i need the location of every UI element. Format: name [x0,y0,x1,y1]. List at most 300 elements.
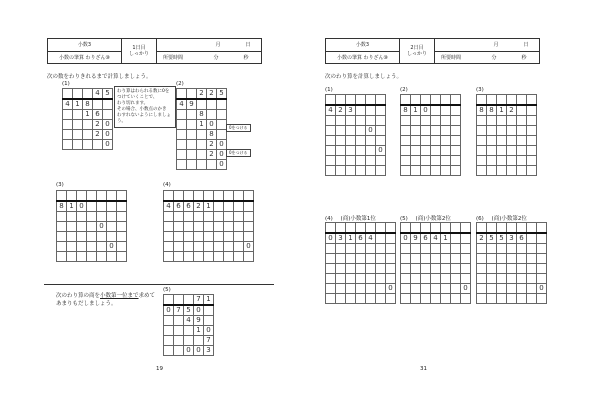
grid-cell [184,191,194,202]
grid-cell [431,116,441,126]
grid-cell: 9 [187,99,197,110]
grid-cell [174,336,184,346]
grid-cell [356,254,366,264]
grid-cell [497,146,507,156]
grid-cell [537,264,547,274]
grid-cell: 0 [207,120,217,130]
grid-cell: 0 [204,326,214,336]
grid-cell: 1 [204,295,214,306]
grid-cell [376,254,386,264]
problem-4-grid [325,222,396,304]
grid-cell [197,140,207,150]
grid-cell [73,120,83,130]
grid-cell [376,274,386,284]
grid-cell [57,212,67,222]
grid-cell [77,242,87,252]
grid-cell [346,223,356,234]
grid-cell [461,244,471,254]
grid-cell: 4 [93,89,103,100]
grid-cell: 2 [507,105,517,116]
grid-cell: 0 [386,284,396,294]
grid-cell [87,232,97,242]
grid-cell [386,223,396,234]
grid-cell [214,222,224,232]
grid-cell: 7 [174,305,184,316]
grid-cell [244,222,254,232]
grid-cell [461,254,471,264]
grid-cell [477,274,487,284]
grid-cell [177,120,187,130]
grid-cell [336,166,346,176]
grid-cell [187,150,197,160]
header-day [122,41,156,61]
grid-cell [67,232,77,242]
grid-cell [356,105,366,116]
grid-cell [326,166,336,176]
grid-cell [366,95,376,106]
grid-cell [194,242,204,252]
grid-cell [376,156,386,166]
grid-cell [411,126,421,136]
grid-cell [441,95,451,106]
grid-cell [527,244,537,254]
grid-cell [441,126,451,136]
grid-cell [336,116,346,126]
grid-cell [487,166,497,176]
grid-cell [477,146,487,156]
grid-cell [431,136,441,146]
grid-cell [477,254,487,264]
grid-cell [174,232,184,242]
grid-cell [187,140,197,150]
grid-cell: 0 [103,140,113,150]
grid-cell [431,156,441,166]
tag-add-zero-2: 0をつける [226,149,251,157]
grid-cell [117,212,127,222]
grid-cell [177,130,187,140]
grid-cell [441,156,451,166]
grid-cell [326,95,336,106]
grid-cell: 0 [217,160,227,170]
grid-cell [103,110,113,120]
grid-cell [336,136,346,146]
grid-cell [401,136,411,146]
grid-cell [451,105,461,116]
grid-cell: 6 [356,233,366,244]
grid-cell: 4 [431,233,441,244]
grid-cell [451,116,461,126]
grid-cell [174,212,184,222]
grid-cell: 8 [487,105,497,116]
grid-cell [527,126,537,136]
grid-cell [244,252,254,262]
grid-cell [244,201,254,212]
grid-cell [441,116,451,126]
grid-cell [164,222,174,232]
grid-cell: 5 [184,305,194,316]
grid-cell [376,284,386,294]
grid-cell [537,233,547,244]
problem-2-grid [176,88,227,170]
grid-cell [97,242,107,252]
grid-cell [326,284,336,294]
grid-cell [517,105,527,116]
grid-cell: 0 [376,146,386,156]
right-page [300,0,600,400]
problem-3-label: (3) [476,87,484,93]
grid-cell [411,274,421,284]
grid-cell [507,95,517,106]
grid-cell [451,126,461,136]
grid-cell [497,166,507,176]
grid-cell [517,156,527,166]
problem-5-label: (5) [163,287,171,293]
right-header-table [325,38,540,64]
problem-2-grid [400,94,461,176]
grid-cell [487,146,497,156]
grid-cell: 0 [244,242,254,252]
grid-cell [356,146,366,156]
grid-cell [451,244,461,254]
grid-cell [107,252,117,262]
grid-cell [527,274,537,284]
problem-6-label [476,214,527,222]
grid-cell [67,252,77,262]
grid-cell [97,252,107,262]
grid-cell [401,95,411,106]
grid-cell [411,244,421,254]
grid-cell [187,160,197,170]
grid-cell [507,136,517,146]
grid-cell [356,126,366,136]
grid-cell [346,136,356,146]
header-subject: 小数3 [355,42,370,48]
grid-cell: 7 [204,336,214,346]
grid-cell: 8 [57,201,67,212]
grid-cell: 2 [207,140,217,150]
grid-cell [376,116,386,126]
grid-cell [107,191,117,202]
grid-cell [376,244,386,254]
grid-cell [421,116,431,126]
grid-cell [234,222,244,232]
grid-cell [204,222,214,232]
grid-cell: 0 [421,105,431,116]
header-month: 月 [493,42,499,48]
grid-cell [73,89,83,100]
grid-cell [487,136,497,146]
grid-cell [451,156,461,166]
grid-cell [401,254,411,264]
grid-cell [477,294,487,304]
grid-cell [356,274,366,284]
grid-cell [87,212,97,222]
grid-cell [187,130,197,140]
grid-cell [537,294,547,304]
grid-cell [451,294,461,304]
grid-cell [214,242,224,252]
grid-cell [117,242,127,252]
grid-cell [336,95,346,106]
note-text-b: 求めて [138,293,156,299]
instruction: 次の数をわりきれるまで計算しましょう。 [47,74,152,80]
grid-cell [97,232,107,242]
header-day [400,41,434,61]
grid-cell [487,126,497,136]
grid-cell [217,120,227,130]
grid-cell [214,252,224,262]
header-month: 月 [215,42,221,48]
grid-cell [401,294,411,304]
grid-cell [366,264,376,274]
grid-cell [386,274,396,284]
header-date: 日 [245,42,251,48]
problem-3-label: (3) [56,182,64,188]
grid-cell [326,136,336,146]
grid-cell [401,223,411,234]
grid-cell: 1 [441,233,451,244]
grid-cell [421,156,431,166]
grid-cell [497,254,507,264]
grid-cell [244,212,254,222]
grid-cell [174,295,184,306]
grid-cell [451,264,461,274]
grid-cell [411,166,421,176]
grid-cell [497,126,507,136]
grid-cell [326,244,336,254]
grid-cell [107,232,117,242]
grid-cell [164,295,174,306]
grid-cell [421,223,431,234]
grid-cell: 2 [477,233,487,244]
grid-cell [164,242,174,252]
grid-cell [326,126,336,136]
grid-cell: 6 [184,201,194,212]
grid-cell [497,156,507,166]
grid-cell [431,166,441,176]
grid-cell [401,146,411,156]
left-header-table [47,38,262,64]
hint-callout: わり算はわられる数に0を つけていくことで、 わり切れます。 その場合、小数点のかき わすれないようにしましょう。 [114,86,176,128]
grid-cell [73,140,83,150]
grid-cell: 1 [73,99,83,110]
grid-cell: 0 [366,126,376,136]
grid-cell: 2 [207,89,217,100]
grid-cell: 2 [194,201,204,212]
grid-cell [431,244,441,254]
grid-cell: 7 [194,295,204,306]
grid-cell [507,223,517,234]
grid-cell [421,146,431,156]
grid-cell [421,136,431,146]
problem-5-note: (商)小数第2位 [415,216,451,222]
grid-cell [187,120,197,130]
grid-cell: 0 [194,305,204,316]
grid-cell [411,264,421,274]
grid-cell [224,201,234,212]
grid-cell [487,116,497,126]
grid-cell: 0 [537,284,547,294]
grid-cell [194,212,204,222]
problem-4-label: (4) [163,182,171,188]
grid-cell [411,116,421,126]
grid-cell: 4 [184,316,194,326]
grid-cell [87,191,97,202]
grid-cell [356,166,366,176]
grid-cell [336,126,346,136]
grid-cell [527,146,537,156]
grid-cell [401,166,411,176]
grid-cell [411,95,421,106]
grid-cell [184,232,194,242]
grid-cell [366,105,376,116]
header-day-sub: しっかり [406,51,427,57]
grid-cell [451,284,461,294]
grid-cell [461,223,471,234]
grid-cell [63,120,73,130]
grid-cell [67,242,77,252]
grid-cell [431,294,441,304]
grid-cell [63,89,73,100]
grid-cell: 0 [326,233,336,244]
grid-cell [97,191,107,202]
grid-cell [421,244,431,254]
grid-cell [184,212,194,222]
grid-cell: 0 [164,305,174,316]
grid-cell: 6 [174,201,184,212]
grid-cell [174,191,184,202]
grid-cell: 4 [366,233,376,244]
grid-cell: 0 [103,120,113,130]
grid-cell [164,232,174,242]
grid-cell [527,223,537,234]
grid-cell [346,156,356,166]
header-sec: 秒 [521,54,527,61]
grid-cell: 2 [197,89,207,100]
grid-cell [194,191,204,202]
grid-cell [207,160,217,170]
grid-cell [164,326,174,336]
problem-3-grid [476,94,537,176]
grid-cell [386,233,396,244]
grid-cell [431,146,441,156]
grid-cell [386,244,396,254]
note-text-c: あまりもだしましょう。 [56,301,117,307]
grid-cell: 0 [194,346,204,356]
grid-cell: 8 [401,105,411,116]
grid-cell [83,140,93,150]
tag-add-zero-1: 0をつける [226,124,251,132]
grid-cell [366,223,376,234]
grid-cell [77,191,87,202]
grid-cell [487,95,497,106]
grid-cell [184,222,194,232]
grid-cell [346,294,356,304]
grid-cell [204,242,214,252]
problem-5-label [400,214,451,222]
header-date: 日 [523,42,529,48]
grid-cell [517,244,527,254]
grid-cell [431,126,441,136]
problem-4-note: (商)小数第1位 [340,216,376,222]
grid-cell [224,222,234,232]
grid-cell: 4 [164,201,174,212]
grid-cell [421,284,431,294]
grid-cell [507,116,517,126]
grid-cell [421,95,431,106]
grid-cell [411,156,421,166]
grid-cell [487,254,497,264]
grid-cell [187,110,197,120]
grid-cell [366,254,376,264]
grid-cell: 5 [497,233,507,244]
grid-cell [326,294,336,304]
grid-cell [497,95,507,106]
grid-cell [117,222,127,232]
grid-cell [497,116,507,126]
grid-cell [184,252,194,262]
grid-cell [497,244,507,254]
grid-cell [527,95,537,106]
grid-cell [73,110,83,120]
grid-cell [77,252,87,262]
grid-cell [346,264,356,274]
grid-cell [57,222,67,232]
grid-cell [451,274,461,284]
grid-cell: 2 [93,120,103,130]
grid-cell: 1 [67,201,77,212]
grid-cell [477,244,487,254]
problem-1-label: (1) [62,81,70,87]
grid-cell [431,264,441,274]
grid-cell [507,274,517,284]
page-number: 31 [420,366,427,372]
grid-cell [507,254,517,264]
grid-cell [346,146,356,156]
grid-cell [214,201,224,212]
grid-cell: 4 [326,105,336,116]
grid-cell [234,191,244,202]
grid-cell: 1 [83,110,93,120]
grid-cell [441,254,451,264]
grid-cell [346,244,356,254]
grid-cell [376,105,386,116]
grid-cell [67,191,77,202]
grid-cell [234,242,244,252]
grid-cell [527,136,537,146]
grid-cell [326,156,336,166]
grid-cell [507,244,517,254]
grid-cell [451,95,461,106]
grid-cell [217,130,227,140]
problem-1-grid [62,88,113,150]
grid-cell [204,191,214,202]
grid-cell [487,294,497,304]
grid-cell [83,120,93,130]
grid-cell [244,232,254,242]
grid-cell [497,284,507,294]
grid-cell [366,284,376,294]
grid-cell [197,130,207,140]
problem-3-grid [56,190,127,262]
header-day-sub: しっかり [128,51,149,57]
header-day-label: 2日目 [410,45,424,51]
grid-cell [224,232,234,242]
header-day-label: 1日目 [132,45,146,51]
grid-cell [87,201,97,212]
grid-cell [441,136,451,146]
grid-cell [487,244,497,254]
